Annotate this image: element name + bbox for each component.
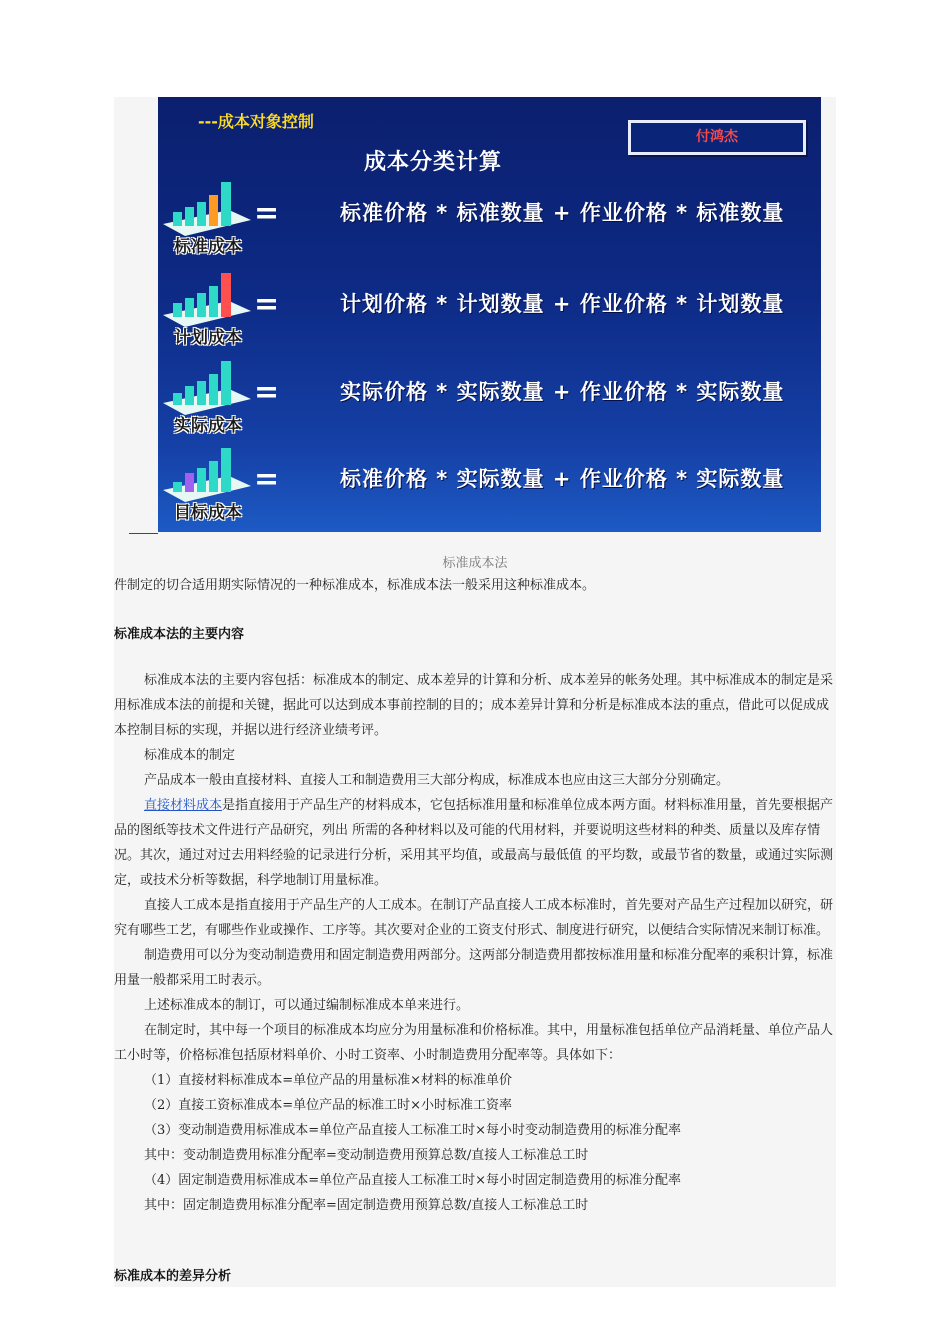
formula-line: 其中：变动制造费用标准分配率=变动制造费用预算总数/直接人工标准总工时	[144, 1148, 589, 1163]
section-heading	[114, 622, 854, 647]
paragraph-text: 是指直接用于产品生产的材料成本，它包括标准用量和标准单位成本两方面。材料标准用量，首先要根据产品的图纸等技术文件进行产品研究，列出 所需的各种材料以及可能的代用材料，并要说明这些材料的种类、质量以及库存情况。其次，通过对过去用料经验的记录进行分析，采用其平均值，或最高与最低值 的平均数，或最节省的数量，或通过实际测定，或技术分析等数据，科学地制订用量标准。	[114, 798, 834, 888]
equals-sign: =	[254, 287, 280, 322]
slide-author-box: 付鸿杰	[628, 120, 806, 155]
image-caption: 标准成本法	[442, 556, 508, 571]
paragraph: 产品成本一般由直接材料、直接人工和制造费用三大部分构成，标准成本也应由这三大部分分别确定。	[144, 773, 730, 788]
slide-subtitle: ---成本对象控制	[198, 112, 314, 131]
cost-label: 实际成本	[174, 416, 242, 436]
heading-variance-analysis: 标准成本的差异分析	[114, 1269, 232, 1284]
cost-formula: 计划价格 * 计划数量 + 作业价格 * 计划数量	[340, 292, 785, 316]
cost-row-standard	[158, 180, 821, 260]
paragraph: 标准成本法的主要内容包括：标准成本的制定、成本差异的计算和分析、成本差异的帐务处理。其中标准成本的制定是采用标准成本法的前提和关键，据此可以达到成本事前控制的目的；成本差异计算和分析是标准成本法的重点，借此可以促成成本控制目标的实现，并据以进行经济业绩考评。	[114, 673, 834, 738]
formula-line: （3）变动制造费用标准成本=单位产品直接人工标准工时×每小时变动制造费用的标准分配率	[144, 1123, 682, 1138]
formula-line: （1）直接材料标准成本=单位产品的用量标准×材料的标准单价	[144, 1073, 513, 1088]
cost-formula: 标准价格 * 标准数量 + 作业价格 * 标准数量	[340, 201, 785, 225]
cost-label: 标准成本	[174, 237, 242, 257]
accent-bar	[173, 393, 182, 405]
paragraph: 在制定时，其中每一个项目的标准成本均应分为用量标准和价格标准。其中，用量标准包括单位产品消耗量、单位产品人工小时等，价格标准包括原材料单价、小时工资率、小时制造费用分配率等。具体如下：	[114, 1023, 834, 1063]
bar-chart-icon	[163, 359, 251, 419]
paragraph	[114, 793, 838, 893]
cost-row-planned	[158, 271, 821, 351]
cost-row-target	[158, 446, 821, 526]
cost-row-actual	[158, 359, 821, 439]
accent-bar	[221, 273, 231, 317]
equals-sign: =	[254, 462, 280, 497]
paragraph: 制造费用可以分为变动制造费用和固定制造费用两部分。这两部分制造费用都按标准用量和标准分配率的乘积计算，标准用量一般都采用工时表示。	[114, 948, 834, 988]
slide-title: 成本分类计算	[363, 150, 502, 175]
image-link-underline	[129, 533, 158, 534]
direct-material-cost-link[interactable]: 直接材料成本	[144, 798, 223, 813]
equals-sign: =	[254, 375, 280, 410]
paragraph: 上述标准成本的制订，可以通过编制标准成本单来进行。	[144, 998, 470, 1013]
formula-line: （2）直接工资标准成本=单位产品的标准工时×小时标准工资率	[144, 1098, 513, 1113]
heading-main-content: 标准成本法的主要内容	[114, 627, 245, 642]
bar-chart-icon	[163, 271, 251, 331]
cost-label: 计划成本	[174, 328, 242, 348]
cost-formula: 实际价格 * 实际数量 + 作业价格 * 实际数量	[340, 380, 785, 404]
accent-bar	[185, 473, 194, 492]
paragraph: 件制定的切合适用期实际情况的一种标准成本，标准成本法一般采用这种标准成本。	[114, 578, 596, 593]
formula-line: （4）固定制造费用标准成本=单位产品直接人工标准工时×每小时固定制造费用的标准分配率	[144, 1173, 682, 1188]
bar-chart-icon	[163, 180, 251, 240]
formula-line: 其中：固定制造费用标准分配率=固定制造费用预算总数/直接人工标准总工时	[144, 1198, 589, 1213]
cost-formula: 标准价格 * 实际数量 + 作业价格 * 实际数量	[340, 467, 785, 491]
cost-label: 目标成本	[174, 503, 242, 523]
embedded-slide-image	[158, 97, 821, 532]
paragraph: 直接人工成本是指直接用于产品生产的人工成本。在制订产品直接人工成本标准时，首先要对产品生产过程加以研究，研究有哪些工艺，有哪些作业或操作、工序等。其次要对企业的工资支付形式、制度进行研究，以便结合实际情况来制订标准。	[114, 898, 834, 938]
bar-chart-icon	[163, 446, 251, 506]
article-section-1	[114, 668, 838, 1218]
equals-sign: =	[254, 196, 280, 231]
section-heading	[114, 1264, 854, 1289]
accent-bar	[209, 195, 218, 226]
article-body	[114, 573, 854, 598]
paragraph: 标准成本的制定	[144, 748, 236, 763]
